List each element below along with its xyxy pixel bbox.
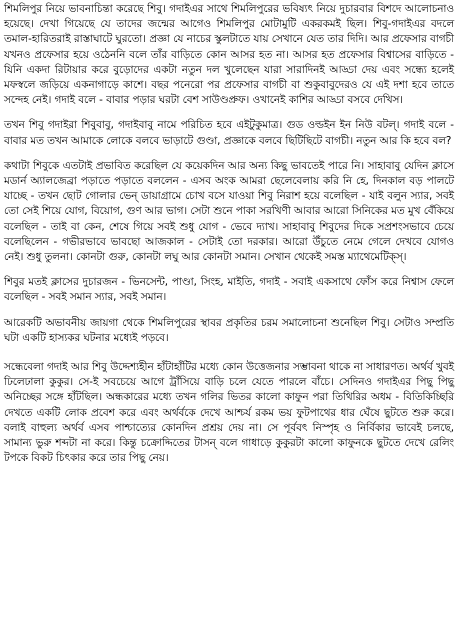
paragraph-2: তখন শিবু গদাইরা শিবুবাবু, গদাইবাবু নামে পরিচিত হবে এইটুকুমাত্র। গুড ওল্ডইন ইন নিউ বটল্। গদাই বলে - বাবার মত তখন আমাকে লোকে বলবে ভাড়াটে গুণ্ডা, প্রজ্ঞাকে বলবে ছিটিছিটে বাগচী। নতুন আর কি হবে বল? <box>4 119 454 147</box>
paragraph-gap <box>4 346 454 360</box>
paragraph-gap <box>4 265 454 275</box>
paragraph-gap <box>4 149 454 159</box>
paragraph-gap <box>4 108 454 118</box>
paragraph-1: শিমলিপুর নিয়ে ভাবনাচিন্তা করেছে শিবু। গদাইএর সাথে শিমলিপুরের ভবিষ্যৎ নিয়ে দুচারবার বিশদে আলোচনাও হয়েছে। দেখা গিয়েছে যে তাদের জন্মের আগেও শিমলিপুর মোটামুটি একরকমই ছিল। শিবু-গদাইএর বদলে তমাল-হারিতরাই রাস্তাঘাটে ঘুরতো। প্রজ্ঞা যে নাচের স্কুলটাতে যায় সেখানে যেত তার দিদি। আর প্রফেসার বাগচী যখনও প্রফেসার হয়ে ওঠেননি বলে তাঁর বাড়িতে কোন আসর হত না। আসর হত প্রফেসার বিশ্বাসের বাড়িতে - যিনি একদা রিটায়ার করে বুড়োদের একটা নতুন দল খুলেছেন যারা সারাদিনই আড্ডা দেয় এবং সন্ধ্যে হলেই মফস্বলে জড়িয়ে একনাগাড়ে কাশে। বছর পনেরো পর প্রফেসার বাগচী বা শুকুবাবুদেরও যে এই দশা হবে তাতে সন্দেহ নেই। গদাই বলে - বাবার পড়ার ঘরটা বেশ সাউণ্ডপ্রুফ। ওখানেই কাশির আড্ডা বসবে দেখিস। <box>4 3 454 107</box>
paragraph-4: শিবুর মতই ক্লাসের দুচারজন - ভিনসেন্ট, পাণ্ডা, সিংহ, মাইতি, গদাই - সবাই একসাথে ফোঁস করে নিশ্বাস ফেলে বলেছিল - সবই সমান স্যার, সবই সমান। <box>4 276 454 304</box>
paragraph-6: সন্ধেবেলা গদাই আর শিবু উদ্দেশ্যহীন হাঁটাহাঁটির মধ্যে কোন উত্তেজনার সম্ভাবনা থাকে না সাধারণত। অর্থর্ব খুবই ঢিলেঢালা কুকুর। সে-ই সবচেয়ে আগে ট্রাঁসিয়ে বাড়ি চলে যেতে পারলে বাঁচে। সেদিনও গদাইএর পিছু পিছু অনিচ্ছের সঙ্গে হাঁটছিল। অন্ধকারের মধ্যে তখন গলির ভিতর কালো কাফুন পরা তিথিরির অধম - বিতিকিচ্ছিরি দেখতে একটি লোক প্রবেশ করে এবং অর্থর্বকে দেখে আশ্চর্য রকম ভয় ফুটপাথের ধার ঘেঁষে ছুটতে শুরু করে। বলাই বাহুল্য অর্থর্ব এসব পাশ্চাত্যের কোনদিন প্রশ্রয় দেয় না। সে পূর্ববৎ নিস্পৃহ ও নির্বিকার ভাবেই চলছে, সামান্য ভুরু শব্দটা না করে। কিন্তু চক্রোদ্দিতের টাসন্ বলে গাধাড়ে কুকুরটা কালো কাফুনকে ছুটতে দেখে রেলিং টপকে বিকট চিৎকার করে তার পিছু নেয়। <box>4 361 454 465</box>
paragraph-gap <box>4 306 454 316</box>
paragraph-5: আরেকটি অভাবনীয় জায়গা থেকে শিমলিপুরের স্থাবর প্রকৃতির চরম সমালোচনা শুনেছিল শিবু। সেটাও সম্প্রতি ঘটা একটি হাস্যকর ঘটনার মধ্যেই পড়বে। <box>4 316 454 344</box>
paragraph-3: কথাটা শিবুকে এতটাই প্রভাবিত করেছিল যে কয়েকদিন আর অন্য কিছু ভাবতেই পারে নি। সাহাবাবু যেদিন ক্লাসে মডার্ন অ্যালজেব্রা পড়াতে পড়াতে বললেন - এসব অংক আমরা ছেলেবেলায় করি নি হে, দিনকাল বড় পালটে যাচ্ছে - তখন ছোট গোলার ভেন্ ডায়াগ্রামে চোখ বসে যাওয়া শিবু নিরাশ হয়ে বলেছিল - যাই বলুন স্যার, সবই তো সেই শিয়ে যোগ, বিয়োগ, গুণ আর ভাগ। সেটা শুনে পাকা সরখিণী আবার আরো সিনিকের মত মুখ বেঁকিয়ে বলেছিল - তাই বা কেন, শেষে গিয়ে সবই শুধু যোগ - ভেবে দ্যাখ। সাহাবাবু শিবুদের দিকে সপ্রশংসভাবে চেয়ে বলেছিলেন - গভীরভাবে ভাবছো আজকাল - সেটাই তো দরকার। আরো উঁচুতে নেমে গেলে দেখবে যোগও নেই। শুধু তুলনা। কোনটা গুরু, কোনটা লঘু আর কোনটা সমান। সেখান থেকেই সমস্ত ম্যাথেমেটিক্স্। <box>4 159 454 264</box>
